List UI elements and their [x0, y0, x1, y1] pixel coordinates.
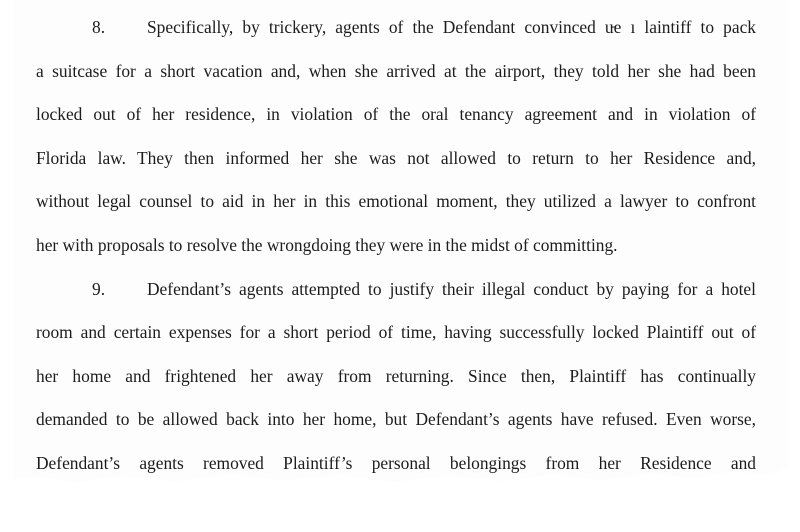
paragraph-8-text-line-1: Specifically, by trickery, agents of the Defendant convinced u̵e ı laintiff to pack [147, 17, 756, 37]
paragraph-8-line-2: a suitcase for a short vacation and, when she arrived at the airport, they told her she had been [36, 60, 756, 81]
paragraph-9-line-3: her home and frightened her away from returning. Since then, Plaintiff has continually [36, 365, 756, 386]
document-body [36, 0, 756, 486]
paragraph-9-text-line-1: Defendant’s agents attempted to justify their illegal conduct by paying for a hotel [147, 278, 756, 299]
paragraph-8-line-4: Florida law. They then informed her she was not allowed to return to her Residence and, [36, 147, 756, 168]
paragraph-8-line-1 [36, 6, 756, 50]
paragraph-9-line-4: demanded to be allowed back into her home, but Defendant’s agents have refused. Even worse, [36, 409, 756, 430]
paragraph-8-line-3: locked out of her residence, in violation of the oral tenancy agreement and in violation of [36, 104, 756, 125]
paragraph-9-line-1 [36, 268, 756, 312]
paragraph-9-line-5: Defendant’s agents removed Plaintiff’s personal belongings from her Residence and [36, 452, 756, 473]
paragraph-9-number: 9. [92, 278, 106, 299]
paragraph-8-line-6: her with proposals to resolve the wrongdoing they were in the midst of committing. [36, 234, 618, 255]
paragraph-9-line-2: room and certain expenses for a short period of time, having successfully locked Plaintiff out of [36, 322, 756, 343]
paragraph-8-line-5: without legal counsel to aid in her in this emotional moment, they utilized a lawyer to confront [36, 191, 756, 212]
paragraph-8-number: 8. [92, 17, 106, 37]
